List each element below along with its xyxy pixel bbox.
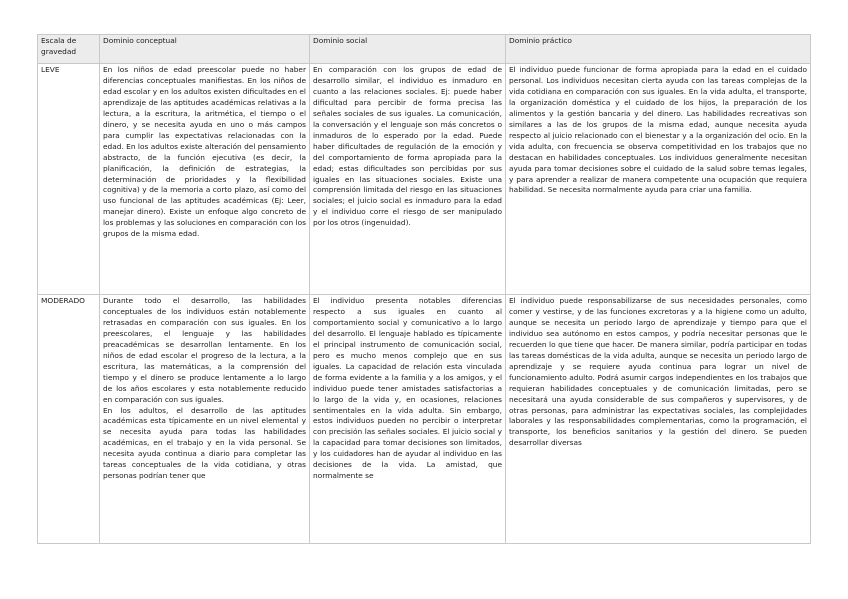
social-cell: En comparación con los grupos de edad de desarrollo similar, el individuo es inmaduro en cuanto a las relaciones sociales. Ej: puede haber dificultad para percibir de forma precisa las señales sociales de sus iguales. La comunicación, la conversación y el lenguaje son más concretos o inmaduros de lo esperado por la edad. Puede haber dificultades de regulación de la emoción y del comportamiento de forma apropiada para la edad; estas dificultades son percibidas por sus iguales en las situaciones sociales. Existe una comprensión limitada del riesgo en las situaciones sociales; el juicio social es inmaduro para la edad y el individuo corre el riesgo de ser manipulado por los otros (ingenuidad). [310, 64, 506, 295]
conceptual-cell: En los niños de edad preescolar puede no haber diferencias conceptuales manifiestas. En los niños de edad escolar y en los adultos existen dificultades en el aprendizaje de las aptitudes académicas relativas a la lectura, a la escritura, la aritmética, el tiempo o el dinero, y se necesita ayuda en uno o más campos para cumplir las expectativas relacionadas con la edad. En los adultos existe alteración del pensamiento abstracto, de la función ejecutiva (es decir, la planificación, la definición de estrategias, la determinación de prioridades y la flexibilidad cognitiva) y de la memoria a corto plazo, así como del uso funcional de las aptitudes académicas (Ej: Leer, manejar dinero). Existe un enfoque algo concreto de los problemas y las soluciones en comparación con los grupos de la misma edad. [100, 64, 310, 295]
social-cell: El individuo presenta notables diferencias respecto a sus iguales en cuanto al comportamiento social y comunicativo a lo largo del desarrollo. El lenguaje hablado es típicamente el principal instrumento de comunicación social, pero es mucho menos complejo que en sus iguales. La capacidad de relación esta vinculada de forma evidente a la familia y a los amigos, y el individuo puede tener amistades satisfactorias a lo largo de la vida y, en ocasiones, relaciones sentimentales en la vida adulta. Sin embargo, estos individuos pueden no percibir o interpretar con precisión las señales sociales. El juicio social y la capacidad para tomar decisiones son limitados, y los cuidadores han de ayudar al individuo en las decisiones de la vida. La amistad, que normalmente se [310, 295, 506, 544]
conceptual-cell: Durante todo el desarrollo, las habilidades conceptuales de los individuos están notablemente retrasadas en comparación con sus iguales. En los preescolares, el lenguaje y las habilidades preacadémicas se desarrollan lentamente. En los niños de edad escolar el progreso de la lectura, a la escritura, las matemáticas, a la comprensión del tiempo y el dinero se produce lentamente a lo largo de los años escolares y esta notablemente reducido en comparación con sus iguales. En los adultos, el desarrollo de las aptitudes académicas esta típicamente en un nivel elemental y se necesita ayuda para todas las habilidades académicas, en el trabajo y en la vida personal. Se necesita ayuda continua a diario para completar las tareas conceptuales de la vida cotidiana, y otras personas podrían tener que [100, 295, 310, 544]
table-row [38, 64, 811, 295]
header-conceptual-domain: Dominio conceptual [100, 35, 310, 64]
practical-cell: El individuo puede funcionar de forma apropiada para la edad en el cuidado personal. Los individuos necesitan cierta ayuda con las tareas complejas de la vida cotidiana en comparación con sus iguales. En la vida adulta, el transporte, la organización doméstica y el cuidado de los hijos, la preparación de los alimentos y la gestión bancaria y del dinero. Las habilidades recreativas son similares a las de los grupos de la misma edad, aunque necesita ayuda respecto al juicio relacionado con el bienestar y a la organización del ocio. En la vida adulta, con frecuencia se observa competitividad en los trabajos que no destacan en habilidades conceptuales. Los individuos generalmente necesitan ayuda para tomar decisiones sobre el cuidado de la salud sobre temas legales, y para aprender a realizar de manera competente una ocupación que requiera habilidad. Se necesita normalmente ayuda para criar una familia. [506, 64, 811, 295]
header-social-domain: Dominio social [310, 35, 506, 64]
header-practical-domain: Dominio práctico [506, 35, 811, 64]
severity-label: LEVE [38, 64, 100, 295]
header-severity-scale: Escala de gravedad [38, 35, 100, 64]
table-row [38, 295, 811, 544]
practical-cell: El individuo puede responsabilizarse de sus necesidades personales, como comer y vestirse, y de las funciones excretoras y a la higiene como un adulto, aunque se necesita un periodo largo de aprendizaje y tiempo para que el individuo sea autónomo en estos campos, y podría necesitar personas que le recuerden lo que tiene que hacer. De manera similar, podría participar en todas las tareas domésticas de la vida adulta, aunque se necesita un periodo largo de aprendizaje y se requiere ayuda continua para lograr un nivel de funcionamiento adulto. Podrá asumir cargos independientes en los trabajos que requieran habilidades conceptuales y de comunicación limitadas, pero se necesitará una ayuda considerable de sus compañeros y supervisores, y de otras personas, para administrar las expectativas sociales, las complejidades laborales y las responsabilidades complementarias, como la programación, el transporte, los beneficios sanitarios y la gestión del dinero. Se pueden desarrollar diversas [506, 295, 811, 544]
table-header-row [38, 35, 811, 64]
severity-table [37, 34, 811, 544]
severity-label: MODERADO [38, 295, 100, 544]
